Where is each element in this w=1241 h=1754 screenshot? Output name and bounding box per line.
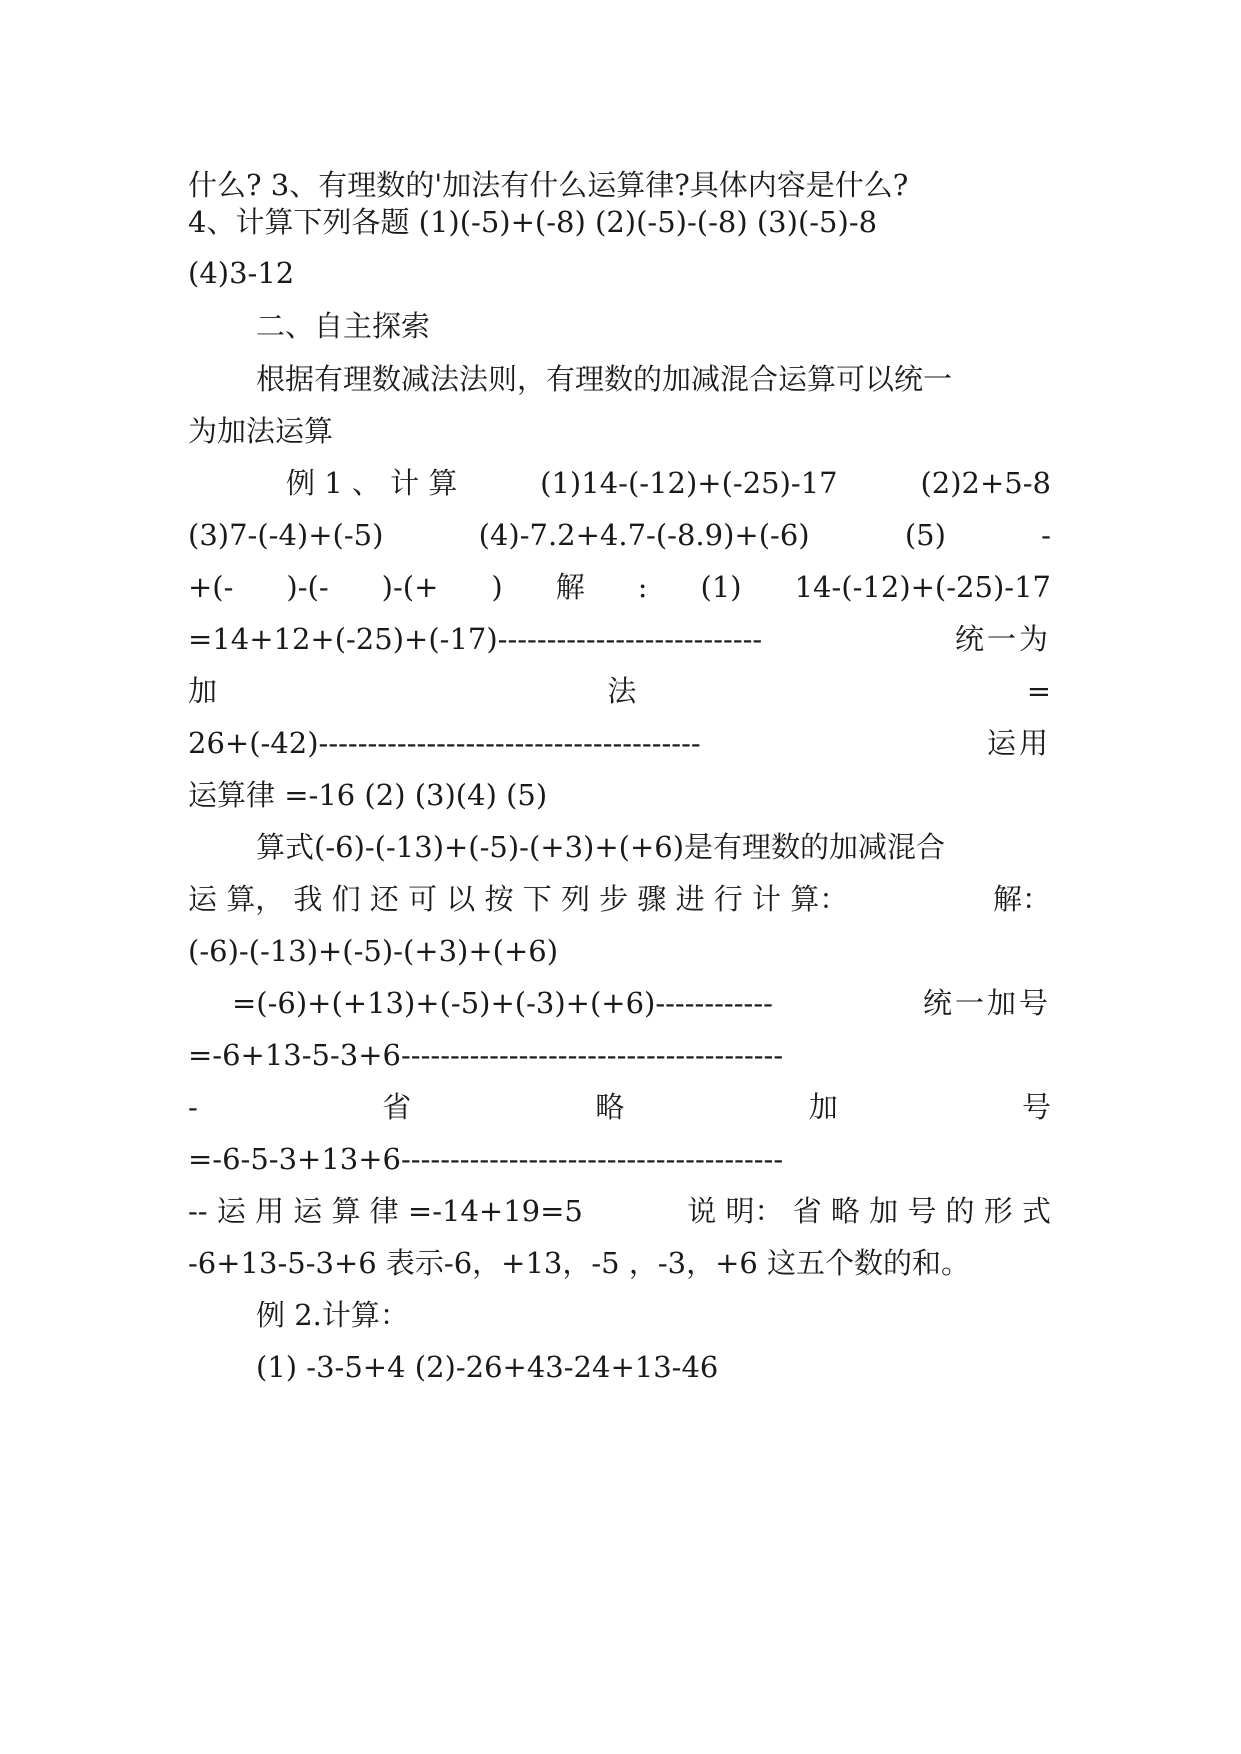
formula-line: (-6)-(-13)+(-5)-(+3)+(+6) [188, 934, 559, 968]
text-line: -6+13-5-3+6 表示-6，+13，-5 ，-3，+6 这五个数的和。 [188, 1246, 971, 1280]
word: 加 [808, 1090, 838, 1124]
example-1-line [188, 463, 1051, 503]
formula-line: =-6-5-3+13+6--------------------------------------- [188, 1142, 784, 1176]
text-line: 算式(-6)-(-13)+(-5)-(+3)+(+6)是有理数的加减混合 [256, 830, 946, 864]
example-label: 例 1 、 计 算 [286, 466, 458, 500]
text-line [188, 619, 1051, 659]
step-note: 运用 [986, 726, 1051, 760]
text-line [188, 515, 1051, 555]
word: 省 [382, 1090, 412, 1124]
formula: 14-(-12)+(-25)-17 [794, 570, 1051, 604]
text-line: 4、计算下列各题 (1)(-5)+(-8) (2)(-5)-(-8) (3)(-5)-8 [188, 205, 878, 239]
text-line [232, 983, 1051, 1023]
text-segment: 运 算， 我 们 还 可 以 按 下 列 步 骤 进 行 计 算： [188, 882, 849, 916]
word: 法 [607, 674, 637, 708]
formula: =14+12+(-25)+(-17)--------------------------- [188, 622, 763, 656]
solution-label: 解： [992, 882, 1051, 916]
solution-label: 解 [555, 570, 585, 604]
formula: - [1041, 518, 1051, 552]
text-line [188, 1191, 1051, 1231]
formula: (2)2+5-8 [920, 466, 1051, 500]
text-line: 为加法运算 [188, 414, 334, 448]
text-line [188, 671, 1051, 711]
example-2-heading: 例 2.计算： [256, 1298, 409, 1332]
formula: (4)-7.2+4.7-(-8.9)+(-6) [478, 518, 810, 552]
text-line: 什么? 3、有理数的'加法有什么运算律?具体内容是什么? [188, 168, 909, 202]
formula: (3)7-(-4)+(-5) [188, 518, 384, 552]
text-line: 运算律 =-16 (2) (3)(4) (5) [188, 778, 548, 812]
formula: +(- [188, 570, 234, 604]
formula: 26+(-42)--------------------------------------- [188, 726, 701, 760]
formula: )-(+ [381, 570, 439, 604]
text-line [188, 879, 1051, 919]
formula: ) [491, 570, 503, 604]
text-segment: -- 运 用 运 算 律 =-14+19=5 [188, 1194, 583, 1228]
step-note: 统一为 [954, 622, 1051, 656]
text-line [188, 567, 1051, 607]
text-segment: 说 明： 省 略 加 号 的 形 式 [687, 1194, 1051, 1228]
word: 加 [188, 674, 218, 708]
text-line: (1) -3-5+4 (2)-26+43-24+13-46 [256, 1350, 719, 1384]
word: = [1026, 674, 1051, 708]
word: 略 [595, 1090, 625, 1124]
formula: (1) [700, 570, 742, 604]
word: - [188, 1090, 198, 1124]
formula: (1)14-(-12)+(-25)-17 [540, 466, 838, 500]
text-line [188, 723, 1051, 763]
text-line: (4)3-12 [188, 256, 295, 290]
section-heading: 二、自主探索 [256, 309, 431, 343]
formula: )-(- [286, 570, 329, 604]
formula: =(-6)+(+13)+(-5)+(-3)+(+6)------------ [232, 986, 773, 1020]
formula: : [637, 570, 648, 604]
word: 号 [1021, 1090, 1051, 1124]
text-line [188, 1087, 1051, 1127]
formula-line: =-6+13-5-3+6--------------------------------------- [188, 1038, 784, 1072]
step-note: 统一加号 [922, 986, 1051, 1020]
formula: (5) [904, 518, 946, 552]
text-line: 根据有理数减法法则，有理数的加减混合运算可以统一 [256, 362, 953, 396]
